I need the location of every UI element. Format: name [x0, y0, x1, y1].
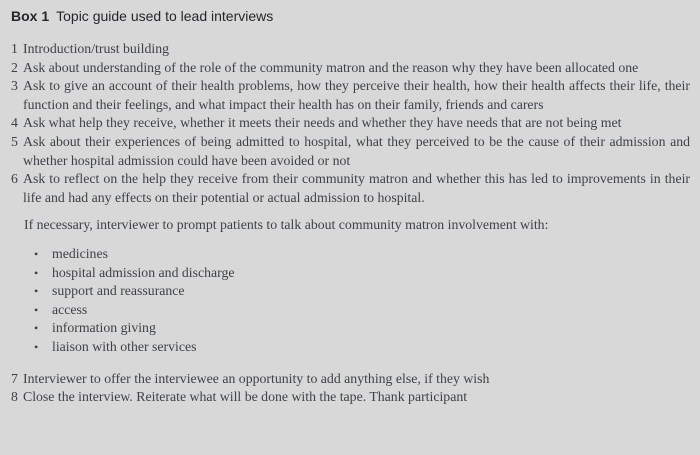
prompt-bullet-list	[11, 245, 690, 357]
bullet-icon: •	[34, 284, 39, 299]
bullet-text: access	[52, 301, 88, 317]
item-number: 5	[11, 133, 18, 149]
item-number: 8	[11, 389, 18, 405]
bullet-icon: •	[34, 246, 39, 261]
box-title	[11, 8, 690, 25]
numbered-item-list	[11, 40, 690, 207]
item-text: Introduction/trust building	[23, 41, 170, 56]
item-number: 4	[11, 115, 18, 131]
numbered-item	[11, 114, 690, 133]
bullet-item	[34, 301, 690, 320]
bullet-item	[34, 319, 690, 338]
closing-item-list	[11, 370, 690, 407]
item-text: Ask about understanding of the role of the community matron and the reason why they have been allocated one	[23, 59, 639, 75]
item-number: 6	[11, 171, 18, 187]
item-text: Interviewer to offer the interviewee an opportunity to add anything else, if they wish	[23, 370, 490, 386]
numbered-item	[11, 388, 690, 407]
item-number: 1	[11, 41, 18, 56]
numbered-item	[11, 133, 690, 170]
bullet-icon: •	[34, 339, 39, 354]
item-number: 3	[11, 78, 18, 94]
box-title-text: Topic guide used to lead interviews	[56, 8, 274, 24]
bullet-item	[34, 264, 690, 283]
bullet-item	[34, 245, 690, 264]
numbered-item	[11, 370, 690, 389]
item-text: Ask what help they receive, whether it meets their needs and whether they have needs that are not being met	[23, 115, 622, 131]
bullet-icon: •	[34, 302, 39, 317]
item-text: Close the interview. Reiterate what will be done with the tape. Thank participant	[23, 389, 468, 405]
numbered-item	[11, 59, 690, 78]
item-text: Ask to give an account of their health problems, how they perceive their health, how their health affects their life, their function and their feelings, and what impact their health has on their family, friends and carers	[23, 78, 690, 112]
item-text: Ask about their experiences of being admitted to hospital, what they perceived to be the cause of their admission and whether hospital admission could have been avoided or not	[23, 133, 690, 168]
numbered-item	[11, 40, 690, 59]
bullet-text: support and reassurance	[52, 283, 185, 299]
item-text: Ask to reflect on the help they receive from their community matron and whether this has led to improvements in their life and had any effects on their potential or actual admission to hospital.	[23, 171, 690, 205]
bullet-text: hospital admission and discharge	[52, 264, 235, 280]
bullet-icon: •	[34, 265, 39, 280]
numbered-item	[11, 170, 690, 207]
item-number: 2	[11, 59, 18, 75]
bullet-text: medicines	[52, 245, 108, 261]
box-label: Box 1	[11, 8, 50, 24]
bullet-text: information giving	[52, 320, 156, 336]
prompt-note: If necessary, interviewer to prompt patients to talk about community matron involvement with:	[24, 217, 549, 233]
item-number: 7	[11, 370, 18, 386]
bullet-text: liaison with other services	[52, 338, 197, 354]
bullet-item	[34, 282, 690, 301]
bullet-icon: •	[34, 321, 39, 336]
bullet-item	[34, 338, 690, 357]
numbered-item	[11, 77, 690, 114]
